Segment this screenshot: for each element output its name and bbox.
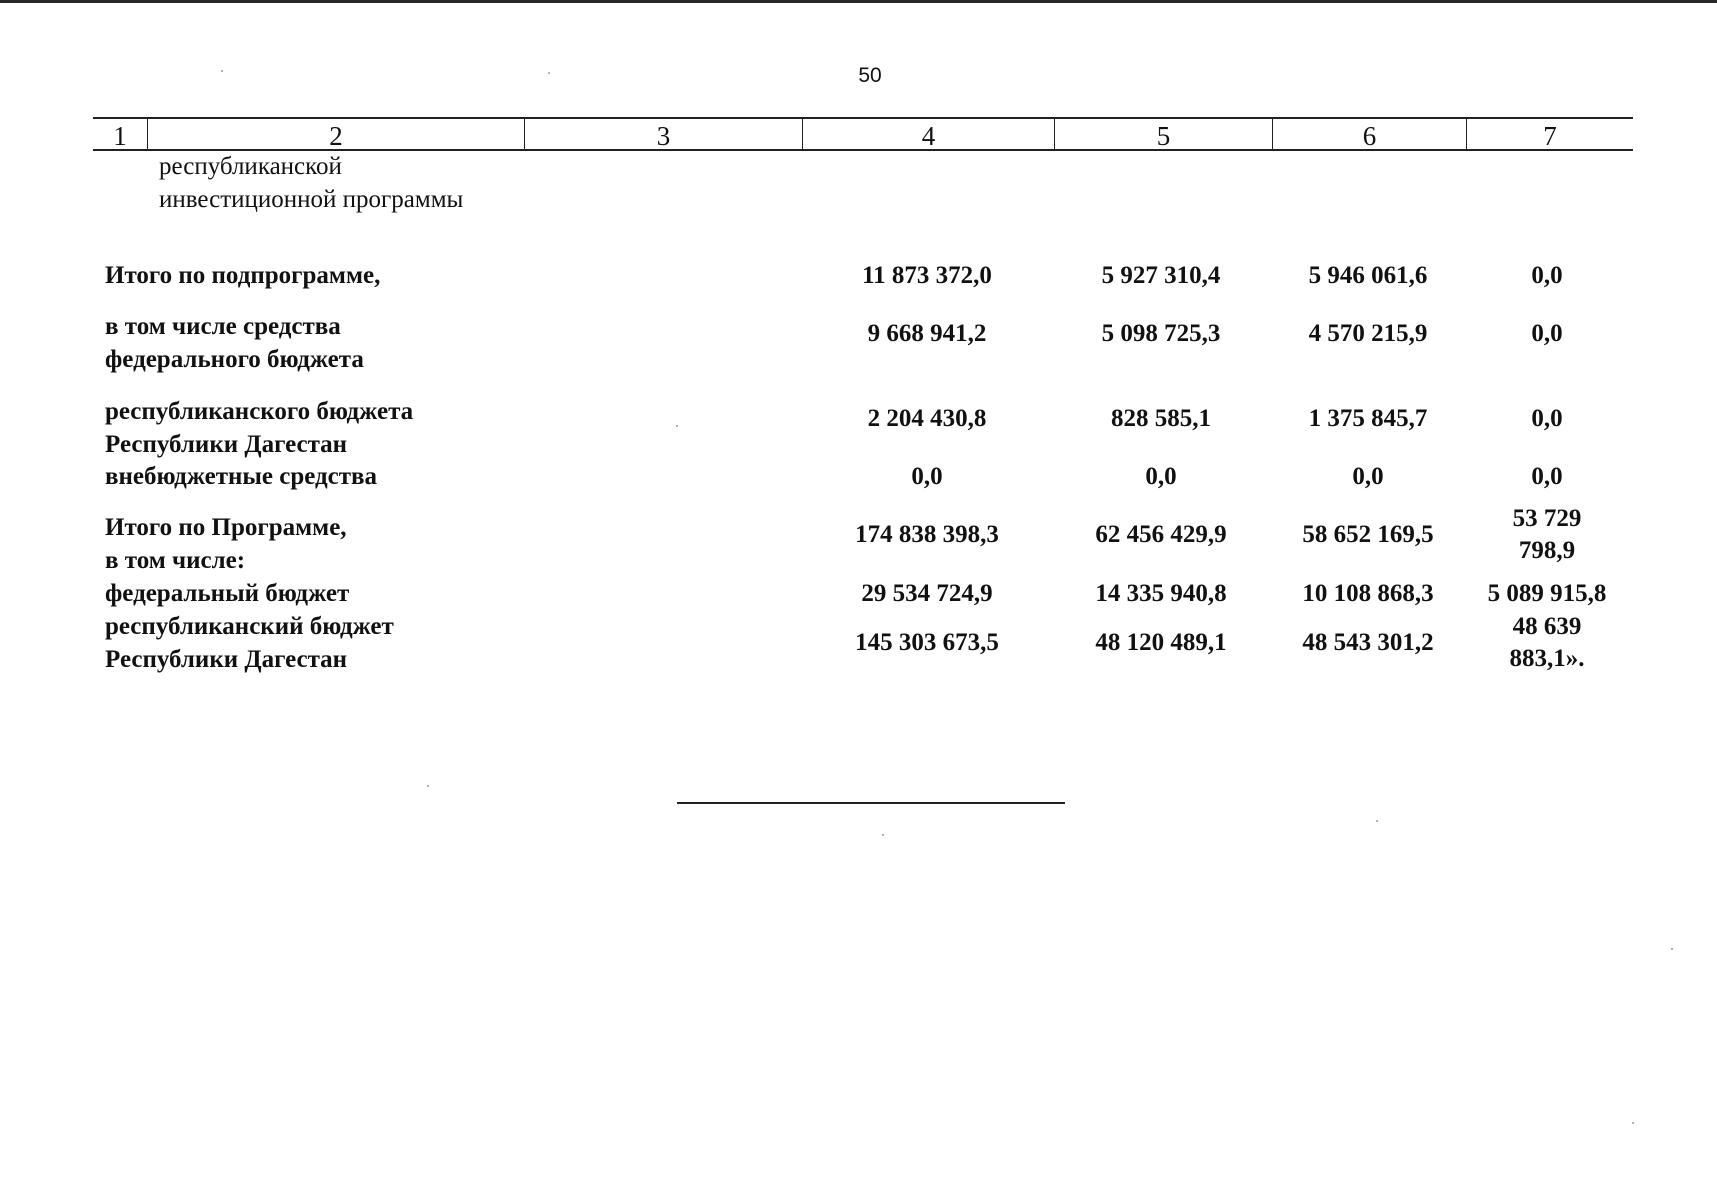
row-label: федеральный бюджет [105, 580, 350, 607]
scan-speck [1632, 1122, 1634, 1124]
row-label: внебюджетные средства [105, 463, 378, 490]
scan-speck [882, 834, 884, 836]
scan-speck [1671, 948, 1673, 950]
column-header-6: 6 [1272, 119, 1466, 149]
cell-col4: 0,0 [911, 463, 943, 490]
cell-col4: 29 534 724,9 [861, 580, 993, 607]
scan-speck [548, 72, 550, 74]
column-header-3: 3 [524, 119, 802, 149]
scan-speck [427, 785, 429, 787]
cell-col6: 58 652 169,5 [1302, 521, 1434, 548]
cell-col7-line2: 798,9 [1518, 537, 1576, 564]
cell-col7: 0,0 [1531, 320, 1563, 347]
cell-col5: 5 098 725,3 [1101, 320, 1221, 347]
continued-label-line2: инвестиционной программы [159, 186, 464, 213]
scan-speck [1376, 820, 1378, 822]
cell-col4: 174 838 398,3 [855, 521, 999, 548]
cell-col5: 5 927 310,4 [1101, 262, 1221, 289]
column-header-5: 5 [1054, 119, 1272, 149]
scan-top-edge [0, 0, 1717, 3]
cell-col4: 2 204 430,8 [867, 405, 987, 432]
row-label-line1: в том числе средства [105, 313, 341, 340]
cell-col4: 145 303 673,5 [855, 629, 999, 656]
cell-col7-line2: 883,1». [1509, 645, 1585, 672]
cell-col6: 0,0 [1352, 463, 1384, 490]
column-header-1: 1 [113, 121, 127, 151]
cell-col6: 1 375 845,7 [1308, 405, 1428, 432]
closing-rule [677, 802, 1065, 804]
cell-col5: 14 335 940,8 [1095, 580, 1227, 607]
cell-col5: 62 456 429,9 [1095, 521, 1227, 548]
row-label-line2: Республики Дагестан [105, 646, 348, 673]
column-header-7: 7 [1466, 119, 1633, 149]
cell-col5: 0,0 [1145, 463, 1177, 490]
row-label-line1: Итого по Программе, [105, 514, 347, 541]
cell-col7-line1: 48 639 [1512, 613, 1582, 640]
cell-col5: 48 120 489,1 [1095, 629, 1227, 656]
continued-label-line1: республиканской [159, 153, 342, 180]
cell-col7: 5 089 915,8 [1487, 580, 1607, 607]
cell-col7: 0,0 [1531, 262, 1563, 289]
cell-col6: 48 543 301,2 [1302, 629, 1434, 656]
cell-col5: 828 585,1 [1111, 405, 1211, 432]
page-number: 50 [858, 64, 882, 87]
cell-col6: 4 570 215,9 [1308, 320, 1428, 347]
cell-col7: 0,0 [1531, 463, 1563, 490]
table-header-row [93, 117, 1633, 151]
cell-col7: 0,0 [1531, 405, 1563, 432]
scan-speck [676, 425, 678, 427]
cell-col6: 5 946 061,6 [1308, 262, 1428, 289]
row-label-line2: Республики Дагестан [105, 431, 348, 458]
cell-col4: 9 668 941,2 [867, 320, 987, 347]
scan-speck [221, 70, 223, 72]
cell-col7-line1: 53 729 [1512, 505, 1582, 532]
cell-col4: 11 873 372,0 [862, 262, 992, 289]
cell-col6: 10 108 868,3 [1302, 580, 1434, 607]
column-header-2: 2 [147, 119, 524, 149]
column-header-4: 4 [802, 119, 1054, 149]
row-label-line2: федерального бюджета [105, 346, 364, 373]
row-label: Итого по подпрограмме, [105, 262, 381, 289]
row-label-line2: в том числе: [105, 547, 246, 574]
row-label-line1: республиканский бюджет [105, 613, 394, 640]
row-label-line1: республиканского бюджета [105, 398, 414, 425]
